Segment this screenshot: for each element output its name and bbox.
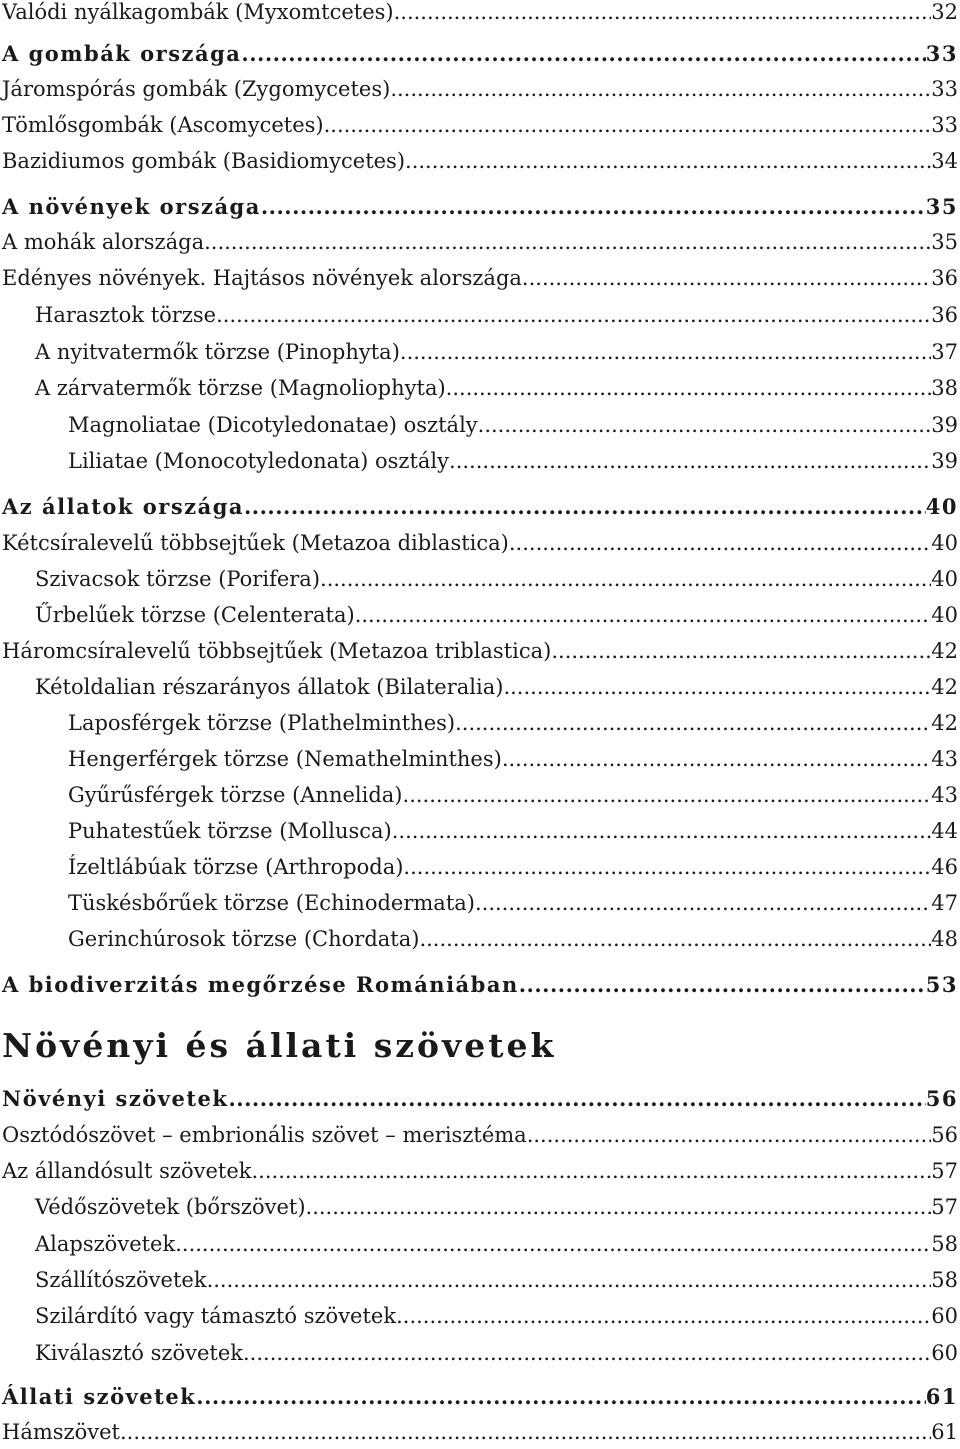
- toc-entry-page-number: 39: [931, 449, 958, 473]
- dot-leader: [503, 670, 931, 704]
- dot-leader: [204, 225, 931, 259]
- toc-entry-title: Háromcsíralevelű többsejtűek (Metazoa triblastica): [2, 639, 552, 663]
- toc-entry-title: Tömlősgombák (Ascomycetes): [2, 113, 324, 137]
- toc-entry[interactable]: [0, 1190, 958, 1224]
- toc-entry-page-number: 53: [925, 972, 958, 997]
- toc-entry-page-number: 40: [931, 567, 958, 591]
- toc-entry-page-number: 47: [931, 891, 958, 915]
- toc-entry-title: Valódi nyálkagombák (Myxomtcetes): [2, 0, 394, 24]
- dot-leader: [228, 1082, 925, 1116]
- dot-leader: [207, 1263, 932, 1297]
- dot-leader: [320, 562, 931, 596]
- toc-entry-title: Harasztok törzse: [35, 303, 217, 327]
- toc-entry[interactable]: [0, 598, 958, 632]
- toc-entry[interactable]: [0, 108, 958, 142]
- toc-entry-page-number: 40: [931, 603, 958, 627]
- toc-entry-page-number: 34: [931, 149, 958, 173]
- dot-leader: [551, 634, 931, 668]
- dot-leader: [394, 0, 932, 29]
- toc-entry[interactable]: [0, 0, 958, 29]
- toc-entry-page-number: 57: [931, 1195, 958, 1219]
- toc-entry-title: Gerinchúrosok törzse (Chordata): [68, 927, 420, 951]
- dot-leader: [306, 1190, 932, 1224]
- toc-entry-page-number: 44: [931, 819, 958, 843]
- toc-entry-title: Puhatestűek törzse (Mollusca): [68, 819, 392, 843]
- toc-entry-title: Az állatok országa: [2, 494, 244, 519]
- toc-entry-page-number: 36: [931, 303, 958, 327]
- toc-entry[interactable]: [0, 335, 958, 369]
- toc-entry-page-number: 60: [931, 1341, 958, 1365]
- toc-entry-title: Laposférgek törzse (Plathelminthes): [68, 711, 456, 735]
- dot-leader: [241, 37, 925, 71]
- toc-entry-page-number: 57: [931, 1159, 958, 1183]
- toc-entry-title: Osztódószövet – embrionális szövet – merisztéma: [2, 1123, 527, 1147]
- toc-entry-title: Liliatae (Monocotyledonata) osztály: [68, 449, 450, 473]
- toc-entry-page-number: 58: [931, 1232, 958, 1256]
- dot-leader: [509, 526, 931, 560]
- toc-entry-page-number: 56: [931, 1123, 958, 1147]
- toc-entry-page-number: 43: [931, 747, 958, 771]
- toc-entry-title: Szivacsok törzse (Porifera): [35, 567, 321, 591]
- dot-leader: [522, 261, 931, 295]
- dot-leader: [252, 1154, 932, 1188]
- toc-entry[interactable]: [0, 72, 958, 106]
- toc-entry-page-number: 42: [931, 711, 958, 735]
- toc-entry[interactable]: [0, 1118, 958, 1152]
- toc-entry[interactable]: [0, 670, 958, 704]
- toc-entry-page-number: 42: [931, 639, 958, 663]
- toc-entry[interactable]: [0, 190, 958, 224]
- toc-entry[interactable]: [0, 144, 958, 178]
- toc-entry-title: Gyűrűsférgek törzse (Annelida): [68, 783, 403, 807]
- toc-entry[interactable]: [0, 1154, 958, 1188]
- dot-leader: [120, 1415, 931, 1449]
- toc-entry[interactable]: [0, 1415, 958, 1449]
- toc-entry-page-number: 56: [925, 1086, 958, 1111]
- toc-entry[interactable]: [0, 1380, 958, 1414]
- dot-leader: [355, 598, 932, 632]
- toc-entry[interactable]: [0, 814, 958, 848]
- toc-entry-page-number: 33: [925, 41, 958, 66]
- toc-entry-title: Az állandósult szövetek: [2, 1159, 252, 1183]
- dot-leader: [403, 850, 931, 884]
- toc-entry[interactable]: [0, 886, 958, 920]
- dot-leader: [475, 886, 931, 920]
- chapter-heading: Növényi és állati szövetek: [2, 1026, 557, 1065]
- toc-entry-title: Kétcsíralevelű többsejtűek (Metazoa diblastica): [2, 531, 509, 555]
- toc-entry-page-number: 38: [931, 376, 958, 400]
- toc-entry[interactable]: [0, 778, 958, 812]
- toc-entry[interactable]: [0, 225, 958, 259]
- dot-leader: [216, 298, 931, 332]
- toc-entry[interactable]: [0, 1299, 958, 1333]
- toc-entry-page-number: 61: [925, 1384, 958, 1409]
- dot-leader: [403, 778, 932, 812]
- toc-entry[interactable]: [0, 706, 958, 740]
- toc-entry-page-number: 60: [931, 1304, 958, 1328]
- dot-leader: [502, 742, 931, 776]
- toc-entry[interactable]: [0, 261, 958, 295]
- toc-entry-title: Hengerférgek törzse (Nemathelminthes): [68, 747, 502, 771]
- dot-leader: [519, 968, 926, 1002]
- dot-leader: [243, 1336, 931, 1370]
- toc-entry[interactable]: [0, 408, 958, 442]
- dot-leader: [196, 1380, 925, 1414]
- toc-entry-page-number: 58: [931, 1268, 958, 1292]
- toc-entry-title: Járomspórás gombák (Zygomycetes): [2, 77, 391, 101]
- dot-leader: [396, 1299, 931, 1333]
- toc-entry-title: Szilárdító vagy támasztó szövetek: [35, 1304, 397, 1328]
- toc-entry-title: A mohák alországa: [2, 230, 205, 254]
- toc-entry-title: Kétoldalian részarányos állatok (Bilateralia): [35, 675, 504, 699]
- toc-entry[interactable]: [0, 1082, 958, 1116]
- dot-leader: [175, 1227, 931, 1261]
- toc-entry-page-number: 39: [931, 413, 958, 437]
- dot-leader: [419, 922, 931, 956]
- dot-leader: [261, 190, 926, 224]
- toc-entry-title: A zárvatermők törzse (Magnoliophyta): [35, 376, 446, 400]
- toc-entry-title: A nyitvatermők törzse (Pinophyta): [35, 340, 400, 364]
- toc-entry-title: A növények országa: [2, 194, 261, 219]
- toc-entry[interactable]: [0, 922, 958, 956]
- toc-entry-title: Állati szövetek: [2, 1384, 197, 1409]
- dot-leader: [527, 1118, 932, 1152]
- toc-entry-title: Szállítószövetek: [35, 1268, 207, 1292]
- toc-entry-page-number: 37: [931, 340, 958, 364]
- toc-entry[interactable]: [0, 298, 958, 332]
- dot-leader: [324, 108, 932, 142]
- toc-entry-title: Edényes növények. Hajtásos növények alországa: [2, 266, 522, 290]
- toc-entry-page-number: 42: [931, 675, 958, 699]
- dot-leader: [449, 444, 931, 478]
- toc-entry-page-number: 36: [931, 266, 958, 290]
- toc-entry[interactable]: [0, 371, 958, 405]
- toc-entry-page-number: 40: [925, 494, 958, 519]
- dot-leader: [244, 490, 926, 524]
- toc-entry-title: A biodiverzitás megőrzése Romániában: [2, 972, 519, 997]
- toc-entry-page-number: 35: [931, 230, 958, 254]
- toc-entry[interactable]: [0, 1227, 958, 1261]
- toc-entry-page-number: 48: [931, 927, 958, 951]
- toc-entry-page-number: 35: [925, 194, 958, 219]
- toc-entry-page-number: 33: [931, 113, 958, 137]
- toc-entry[interactable]: [0, 742, 958, 776]
- dot-leader: [455, 706, 931, 740]
- toc-entry-title: Űrbelűek törzse (Celenterata): [35, 603, 355, 627]
- toc-entry[interactable]: [0, 968, 958, 1002]
- toc-entry-page-number: 32: [931, 0, 958, 24]
- toc-entry-title: A gombák országa: [2, 41, 242, 66]
- dot-leader: [478, 408, 932, 442]
- toc-entry-title: Bazidiumos gombák (Basidiomycetes): [2, 149, 406, 173]
- toc-entry-title: Növényi szövetek: [2, 1086, 229, 1111]
- toc-entry-page-number: 61: [931, 1420, 958, 1444]
- toc-entry[interactable]: [0, 1263, 958, 1297]
- toc-entry-title: Hámszövet: [2, 1420, 120, 1444]
- toc-entry-page-number: 33: [931, 77, 958, 101]
- toc-entry[interactable]: [0, 37, 958, 71]
- toc-entry[interactable]: [0, 490, 958, 524]
- toc-entry[interactable]: [0, 850, 958, 884]
- dot-leader: [390, 72, 931, 106]
- dot-leader: [392, 814, 932, 848]
- dot-leader: [405, 144, 931, 178]
- toc-entry-page-number: 40: [931, 531, 958, 555]
- toc-entry-title: Magnoliatae (Dicotyledonatae) osztály: [68, 413, 478, 437]
- toc-entry[interactable]: [0, 562, 958, 596]
- dot-leader: [446, 371, 932, 405]
- toc-entry[interactable]: [0, 634, 958, 668]
- toc-entry-title: Ízeltlábúak törzse (Arthropoda): [68, 855, 404, 879]
- toc-entry-title: Tüskésbőrűek törzse (Echinodermata): [68, 891, 475, 915]
- toc-entry[interactable]: [0, 1336, 958, 1370]
- toc-entry-title: Alapszövetek: [35, 1232, 176, 1256]
- toc-entry[interactable]: [0, 444, 958, 478]
- toc-entry-title: Kiválasztó szövetek: [35, 1341, 243, 1365]
- toc-entry-title: Védőszövetek (bőrszövet): [35, 1195, 306, 1219]
- toc-entry-page-number: 43: [931, 783, 958, 807]
- toc-entry-page-number: 46: [931, 855, 958, 879]
- dot-leader: [400, 335, 931, 369]
- toc-entry[interactable]: [0, 526, 958, 560]
